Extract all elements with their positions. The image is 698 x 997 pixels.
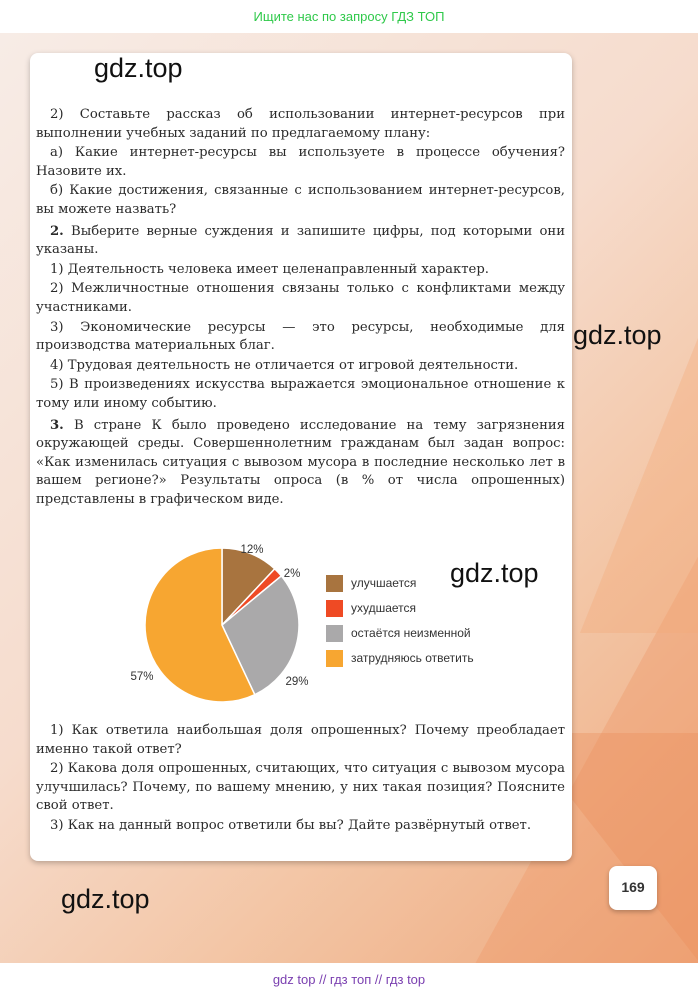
- question: 2) Какова доля опрошенных, считающих, что ситуация с вывозом мусора улучшилась? Почему, по вашему мнению, у них такая позиция? Поясните свой ответ.: [36, 761, 565, 814]
- background-shape: [580, 333, 698, 633]
- task-2-intro: [36, 223, 565, 260]
- watermark: gdz.top: [573, 320, 662, 350]
- list-item: 1) Деятельность человека имеет целенаправленный характер.: [50, 261, 489, 277]
- task-text: В стране К было проведено исследование на тему загрязнения окружающей среды. Совершеннолетним гражданам был задан вопрос: «Как изменилась ситуация с вывозом мусора в последние несколько лет в вашем регионе?» Результаты опроса (в % от числа опрошенных) представлены в графическом виде.: [36, 417, 566, 507]
- question: 3) Как на данный вопрос ответили бы вы? Дайте развёрнутый ответ.: [50, 817, 532, 833]
- legend-label: ухудшается: [351, 601, 417, 615]
- task-number: 2.: [50, 223, 64, 239]
- legend-swatch: [326, 575, 343, 592]
- text-block-top: [36, 106, 565, 510]
- legend-label: улучшается: [351, 576, 417, 590]
- list-item: 4) Трудовая деятельность не отличается от игровой деятельности.: [50, 357, 519, 373]
- paragraph: 2) Составьте рассказ об использовании интернет-ресурсов при выполнении учебных заданий по предлагаемому плану:: [36, 107, 565, 141]
- slice-label: 2%: [283, 568, 301, 580]
- watermark: gdz.top: [94, 53, 183, 83]
- text-block-bottom: [36, 722, 565, 837]
- legend-swatch: [326, 650, 343, 667]
- watermark: gdz.top: [61, 884, 150, 914]
- legend-label: затрудняюсь ответить: [351, 651, 474, 665]
- top-banner: Ищите нас по запросу ГДЗ ТОП: [0, 0, 698, 33]
- bottom-banner: gdz top // гдз топ // гдз top: [0, 963, 698, 997]
- legend-swatch: [326, 600, 343, 617]
- slice-label: 57%: [130, 671, 154, 683]
- slice-label: 12%: [240, 544, 264, 556]
- legend-swatch: [326, 625, 343, 642]
- paragraph: б) Какие достижения, связанные с использованием интернет-ресурсов, вы можете назвать?: [36, 183, 565, 217]
- page-number: 169: [609, 866, 657, 910]
- list-item: 2) Межличностные отношения связаны только с конфликтами между участниками.: [36, 281, 565, 315]
- slice-label: 29%: [285, 676, 309, 688]
- list-item: 3) Экономические ресурсы — это ресурсы, необходимые для производства материальных благ.: [36, 319, 565, 354]
- paragraph: а) Какие интернет-ресурсы вы используете в процессе обучения? Назовите их.: [36, 145, 565, 179]
- legend-label: остаётся неизменной: [351, 626, 471, 640]
- list-item: 5) В произведениях искусства выражается эмоциональное отношение к тому или иному событию.: [36, 377, 565, 411]
- question: 1) Как ответила наибольшая доля опрошенных? Почему преобладает именно такой ответ?: [36, 723, 565, 757]
- task-text: Выберите верные суждения и запишите цифры, под которыми они указаны.: [36, 223, 565, 258]
- task-3-intro: [36, 417, 565, 510]
- task-number: 3.: [50, 417, 64, 433]
- watermark: gdz.top: [450, 558, 539, 588]
